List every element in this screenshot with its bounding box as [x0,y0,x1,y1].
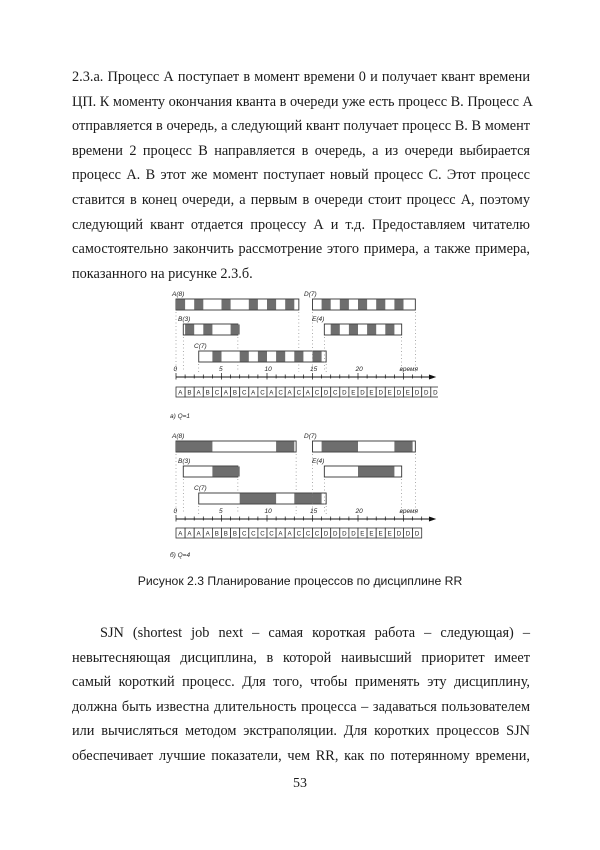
text-line: процесс А. В этот же момент поступает новый процесс С. Этот процесс [72,167,530,184]
cpu-slice-c [313,352,322,362]
time-axis-arrow [429,517,436,522]
sequence-letter: C [305,530,311,538]
paragraph-sjn [72,621,530,768]
axis-tick-label: 20 [355,508,363,515]
sequence-letter: A [305,389,310,397]
text-line: SJN (shortest job next – самая короткая работа – следующая) – [100,625,530,641]
process-label-d: D(7) [304,433,317,440]
sequence-letter: D [342,389,347,397]
cpu-slice-d [322,300,331,310]
sequence-letter: D [414,389,420,397]
gantt-diagrams [170,291,438,559]
cpu-slice-d [394,300,403,310]
sequence-letter: D [360,389,365,397]
sequence-letter: C [242,389,247,397]
cpu-slice-b [212,467,239,477]
cpu-slice-b [203,325,212,335]
cpu-slice-a [176,300,185,310]
cpu-slice-a [276,442,294,452]
sequence-letter: D [414,530,420,538]
axis-tick-label: 5 [219,366,223,373]
sequence-letter: E [405,389,410,397]
cpu-slice-e [358,467,394,477]
sequence-letter: C [333,389,338,397]
process-label-c: C(7) [194,343,207,350]
axis-tick-label: 0 [173,508,178,515]
text-line: самостоятельно закончить рассмотрение этого примера, а также примера, [72,241,530,258]
sequence-letter: A [196,530,201,538]
sequence-letter: D [424,389,429,397]
axis-tick-label: 10 [264,508,272,515]
sequence-letter: C [314,389,320,397]
part-label: б) Q=4 [170,552,191,559]
sequence-letter: D [396,530,402,538]
axis-unit-label: время [399,366,418,373]
process-label-e: E(4) [312,458,325,465]
sequence-letter: D [323,530,329,538]
text-line: или вычисляться методом экстраполяции. Для коротких процессов SJN [72,723,530,739]
cpu-slice-c [294,494,321,504]
sequence-letter: E [387,389,392,397]
sequence-letter: A [278,530,283,538]
sequence-letter: C [214,389,220,397]
sequence-letter: D [333,530,338,538]
cpu-slice-e [331,325,340,335]
sequence-letter: C [242,530,247,538]
text-line: должна быть известна длительность процесса – задаваться пользователем [72,698,530,715]
sequence-letter: C [269,530,274,538]
sequence-letter: B [232,389,238,397]
sequence-letter: A [287,389,292,397]
sequence-letter: C [251,530,256,538]
cpu-slice-d [358,300,367,310]
process-label-b: B(3) [178,316,191,323]
cpu-slice-c [240,494,276,504]
cpu-slice-c [294,352,303,362]
text-line: следующий квант отдается процессу А и т.д. Предоставляем читателю [72,216,530,233]
sequence-letter: C [296,530,302,538]
axis-tick-label: 15 [310,366,318,373]
text-line: показанного на рисунке 2.3.б. [72,265,253,282]
cpu-slice-a [249,300,258,310]
axis-tick-label: 5 [219,508,223,515]
page-number: 53 [293,776,307,791]
sequence-letter: A [223,389,228,397]
cpu-slice-a [222,300,231,310]
axis-unit-label: время [399,508,418,515]
sequence-letter: C [260,389,265,397]
text-line: обеспечивает лучшие показатели, чем RR, как по потерянному времени, [72,747,530,764]
cpu-slice-d [322,442,358,452]
process-label-a: A(8) [172,433,185,440]
sequence-letter: E [369,530,374,538]
sequence-letter: C [278,389,283,397]
sequence-letter: A [178,530,183,538]
sequence-letter: A [251,389,256,397]
sequence-letter: C [260,530,265,538]
text-line: отправляется в очередь, а следующий квант получает процесс В. В момент [72,118,530,135]
sequence-letter: B [223,530,228,538]
sequence-letter: C [314,530,320,538]
rr-scheduling-figure [168,288,438,570]
sequence-letter: E [378,530,383,538]
sequence-letter: D [396,389,402,397]
cpu-slice-a [194,300,203,310]
sequence-letter: E [360,530,365,538]
sequence-letter: B [205,389,210,397]
sequence-letter: E [387,530,392,538]
cpu-slice-d [340,300,349,310]
process-label-e: E(4) [312,316,325,323]
axis-tick-label: 0 [173,366,178,373]
axis-tick-label: 10 [264,366,272,373]
cpu-slice-e [385,325,394,335]
cpu-slice-b [231,325,240,335]
cpu-slice-e [367,325,376,335]
cpu-slice-c [212,352,221,362]
cpu-slice-c [240,352,249,362]
sequence-letter: B [232,530,238,538]
sequence-letter: D [405,530,411,538]
text-line: времени 2 процесс В направляется в очередь, а из очереди выбирается [72,142,530,159]
sequence-letter: D [323,389,329,397]
sequence-letter: D [378,389,383,397]
sequence-letter: C [296,389,302,397]
process-label-b: B(3) [178,458,191,465]
sequence-letter: E [351,389,356,397]
text-line: самый короткий процесс. Для того, чтобы применять эту дисциплину, [72,674,530,690]
sequence-letter: D [351,530,356,538]
sequence-letter: E [369,389,374,397]
sequence-letter: D [342,530,347,538]
text-line: ставится в конец очереди, а первым в очереди стоит процесс А, поэтому [72,191,530,208]
part-label: а) Q=1 [170,413,191,420]
cpu-slice-c [276,352,285,362]
sequence-letter: B [187,389,192,397]
cpu-slice-a [176,442,212,452]
sequence-letter: A [187,530,192,538]
sequence-letter: A [269,389,274,397]
cpu-slice-d [394,442,412,452]
process-label-c: C(7) [194,485,207,492]
text-line: ЦП. К моменту окончания кванта в очереди уже есть процесс В. Процесс А [72,93,533,110]
axis-tick-label: 15 [310,508,318,515]
sequence-letter: A [205,530,210,538]
text-line: 2.3.а. Процесс А поступает в момент времени 0 и получает квант времени [72,69,530,85]
cpu-slice-d [376,300,385,310]
cpu-slice-b [185,325,194,335]
sequence-letter: D [433,389,438,397]
sequence-letter: A [196,389,201,397]
cpu-slice-a [267,300,276,310]
time-axis-arrow [429,375,436,380]
cpu-slice-a [285,300,294,310]
sequence-letter: B [214,530,219,538]
process-label-a: A(8) [172,291,185,298]
axis-tick-label: 20 [355,366,363,373]
cpu-slice-c [258,352,267,362]
sequence-letter: A [287,530,292,538]
cpu-slice-e [349,325,358,335]
process-label-d: D(7) [304,291,317,298]
sequence-letter: A [178,389,183,397]
figure-caption: Рисунок 2.3 Планирование процессов по дисциплине RR [137,574,463,588]
paragraph-rr-example [72,65,533,286]
text-line: невытесняющая дисциплина, в которой наивысший приоритет имеет [72,649,530,666]
